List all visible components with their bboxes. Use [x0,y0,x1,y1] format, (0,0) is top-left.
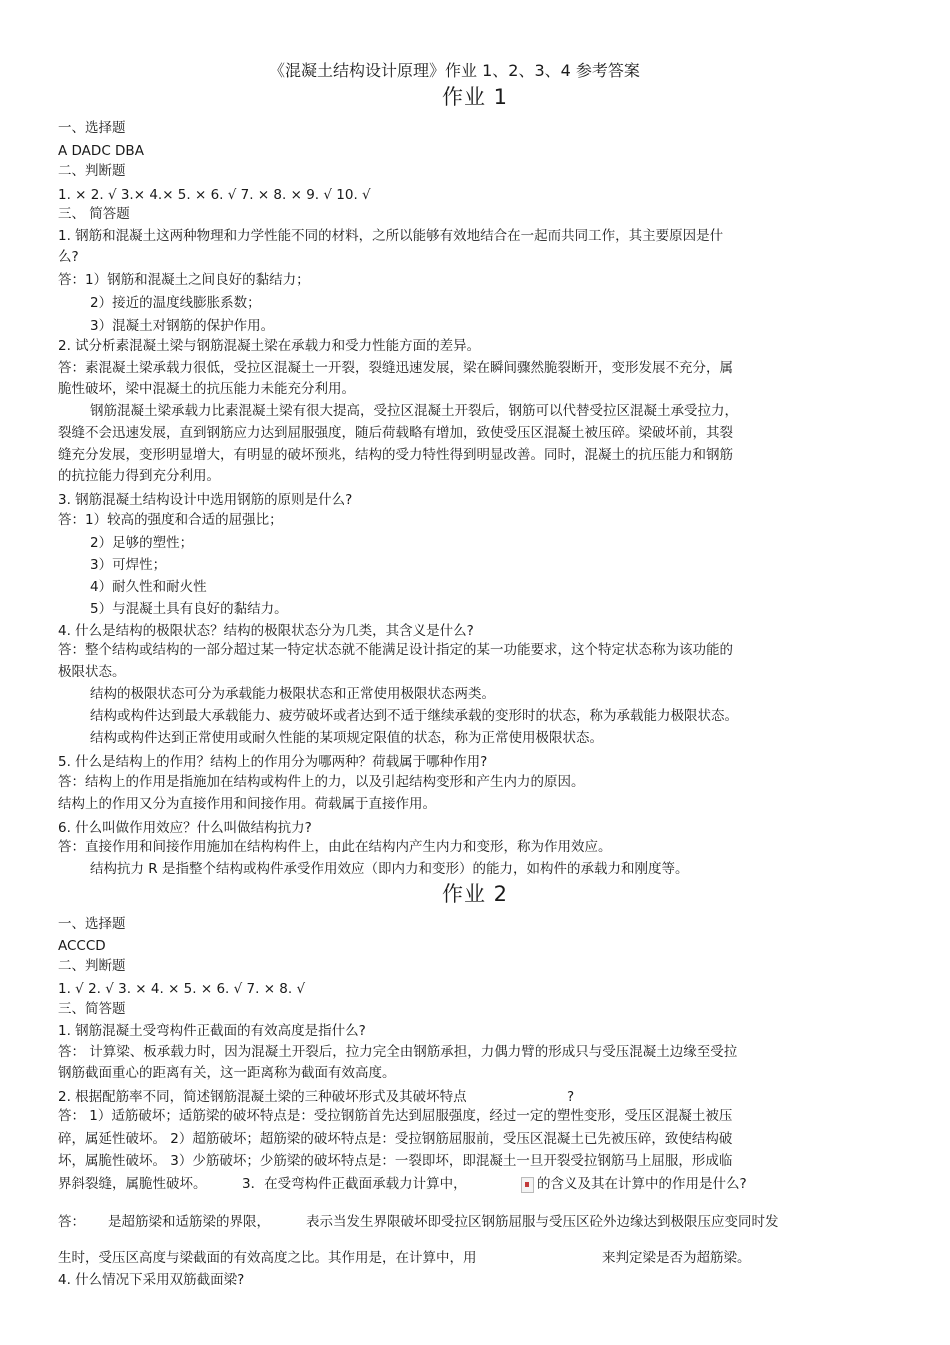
hw1-choice-answers: A DADC DBA [58,143,144,159]
hw1-q3: 3. 钢筋混凝土结构设计中选用钢筋的原则是什么? [58,492,353,508]
hw1-a4-line5: 结构或构件达到正常使用或耐久性能的某项规定限值的状态，称为正常使用极限状态。 [90,730,603,746]
hw1-a2-line5: 缝充分发展，变形明显增大，有明显的破坏预兆，结构的受力特性得到明显改善。同时，混凝土的抗压能力和钢筋 [58,447,733,463]
hw1-judge-answers: 1. × 2. √ 3.× 4.× 5. × 6. √ 7. × 8. × 9. √ 10. √ [58,187,371,203]
formula-image-icon [521,1177,534,1193]
hw1-a1-line1: 答：1）钢筋和混凝土之间良好的黏结力； [58,272,310,288]
document-title: 《混凝土结构设计原理》作业 1、2、3、4 参考答案 [269,61,640,80]
hw2-a2-line1: 答： 1）适筋破坏；适筋梁的破坏特点是：受拉钢筋首先达到屈服强度，经过一定的塑性变形，受压区混凝土被压 [58,1108,733,1124]
hw1-a2-line4: 裂缝不会迅速发展，直到钢筋应力达到屈服强度，随后荷载略有增加，致使受压区混凝土被压碎。梁破坏前，其裂 [58,425,733,441]
hw1-a6-line1: 答：直接作用和间接作用施加在结构构件上，由此在结构内产生内力和变形，称为作用效应。 [58,839,612,855]
hw2-a3-line1b: 表示当发生界限破坏即受拉区钢筋屈服与受压区砼外边缘达到极限压应变同时发 [306,1214,779,1230]
hw2-a2-line3: 坏，属脆性破坏。 3）少筋破坏；少筋梁的破坏特点是：一裂即坏，即混凝土一旦开裂受拉钢筋马上屈服，形成临 [58,1153,733,1169]
hw2-a1-line2: 钢筋截面重心的距离有关，这一距离称为截面有效高度。 [58,1065,396,1081]
hw2-a3-line2a: 生时，受压区高度与梁截面的有效高度之比。其作用是，在计算中，用 [58,1250,477,1266]
hw2-a2-line2: 碎，属延性破坏。 2）超筋破坏；超筋梁的破坏特点是：受拉钢筋屈服前，受压区混凝土已先被压碎，致使结构破 [58,1131,733,1147]
hw2-q3-text: 3．在受弯构件正截面承载力计算中， [242,1176,467,1192]
hw2-q2-mark: ? [567,1089,575,1105]
hw1-a5-line2: 结构上的作用又分为直接作用和间接作用。荷载属于直接作用。 [58,796,436,812]
hw1-q6: 6. 什么叫做作用效应？什么叫做结构抗力? [58,820,312,836]
hw2-short-heading: 三、简答题 [58,1001,126,1017]
hw2-a1-line1: 答： 计算梁、板承载力时，因为混凝土开裂后，拉力完全由钢筋承担，力偶力臂的形成只与受压混凝土边缘至受拉 [58,1044,738,1060]
hw1-choice-heading: 一、选择题 [58,120,126,136]
hw2-a3-line1a: 是超筋梁和适筋梁的界限， [108,1214,270,1230]
hw2-judge-heading: 二、判断题 [58,958,126,974]
hw2-choice-answers: ACCCD [58,938,106,954]
hw2-choice-heading: 一、选择题 [58,916,126,932]
hw1-q2: 2. 试分析素混凝土梁与钢筋混凝土梁在承载力和受力性能方面的差异。 [58,338,481,354]
hw1-q1-line2: 么? [58,249,79,265]
hw2-q4: 4. 什么情况下采用双筋截面梁? [58,1272,245,1288]
hw1-a4-line4: 结构或构件达到最大承载能力、疲劳破坏或者达到不适于继续承载的变形时的状态，称为承载能力极限状态。 [90,708,738,724]
hw1-a3-line3: 3）可焊性； [90,557,167,573]
hw1-a3-line1: 答：1）较高的强度和合适的屈强比； [58,512,283,528]
hw1-short-heading: 三、 简答题 [58,206,130,222]
hw2-judge-answers: 1. √ 2. √ 3. × 4. × 5. × 6. √ 7. × 8. √ [58,981,306,997]
hw2-a3-prefix: 答： [58,1214,85,1230]
hw1-a3-line5: 5）与混凝土具有良好的黏结力。 [90,601,288,617]
hw1-a4-line3: 结构的极限状态可分为承载能力极限状态和正常使用极限状态两类。 [90,686,495,702]
hw1-a3-line4: 4）耐久性和耐火性 [90,579,207,595]
hw1-a5-line1: 答：结构上的作用是指施加在结构或构件上的力，以及引起结构变形和产生内力的原因。 [58,774,585,790]
hw1-q1-line1: 1. 钢筋和混凝土这两种物理和力学性能不同的材料，之所以能够有效地结合在一起而共同工作，其主要原因是什 [58,228,724,244]
hw1-a2-line6: 的抗拉能力得到充分利用。 [58,468,220,484]
hw2-q3-text-cont: 的含义及其在计算中的作用是什么? [537,1176,747,1192]
hw1-a3-line2: 2）足够的塑性； [90,535,194,551]
hw1-a4-line2: 极限状态。 [58,664,126,680]
hw2-title: 作业 2 [442,882,509,906]
hw1-a4-line1: 答：整个结构或结构的一部分超过某一特定状态就不能满足设计指定的某一功能要求，这个特定状态称为该功能的 [58,642,733,658]
hw1-q5: 5. 什么是结构上的作用？结构上的作用分为哪两种？荷载属于哪种作用? [58,754,488,770]
hw1-a2-line1: 答：素混凝土梁承载力很低，受拉区混凝土一开裂，裂缝迅速发展，梁在瞬间骤然脆裂断开，变形发展不充分，属 [58,360,733,376]
hw1-a1-line2: 2）接近的温度线膨胀系数； [90,295,261,311]
hw1-title: 作业 1 [442,85,509,109]
hw1-a6-line2: 结构抗力 R 是指整个结构或构件承受作用效应（即内力和变形）的能力，如构件的承载力和刚度等。 [90,861,689,877]
hw2-a2-line4: 界斜裂缝，属脆性破坏。 [58,1176,207,1192]
hw1-q4: 4. 什么是结构的极限状态？结构的极限状态分为几类，其含义是什么? [58,623,474,639]
hw1-a2-line2: 脆性破坏，梁中混凝土的抗压能力未能充分利用。 [58,381,355,397]
hw2-q2-text: 2. 根据配筋率不同，简述钢筋混凝土梁的三种破坏形式及其破坏特点 [58,1089,467,1105]
hw2-q1: 1. 钢筋混凝土受弯构件正截面的有效高度是指什么? [58,1023,366,1039]
hw1-a1-line3: 3）混凝土对钢筋的保护作用。 [90,318,275,334]
hw1-a2-line3: 钢筋混凝土梁承载力比素混凝土梁有很大提高，受拉区混凝土开裂后，钢筋可以代替受拉区混凝土承受拉力， [90,403,738,419]
hw2-a3-line2b: 来判定梁是否为超筋梁。 [602,1250,751,1266]
hw1-judge-heading: 二、判断题 [58,163,126,179]
